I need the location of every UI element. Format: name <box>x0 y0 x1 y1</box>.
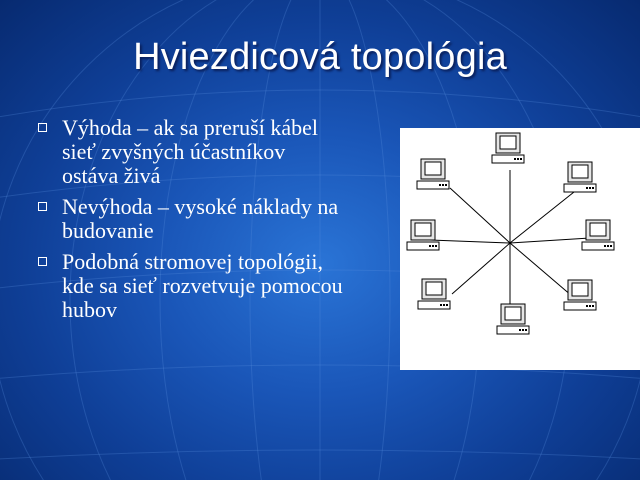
computer-icon <box>497 304 529 334</box>
star-topology-diagram <box>400 128 640 370</box>
computer-icon <box>564 162 596 192</box>
slide-title: Hviezdicová topológia <box>133 36 507 78</box>
cable-line <box>510 192 574 243</box>
bullet-line: Nevýhoda – vysoké náklady na <box>62 194 339 219</box>
computer-icon <box>418 279 450 309</box>
bullet-line: hubov <box>62 297 117 322</box>
cable-line <box>510 243 572 296</box>
bullet-line: Výhoda – ak sa preruší kábel <box>62 115 318 140</box>
bullet-line: budovanie <box>62 218 154 243</box>
square-bullet-icon <box>38 202 47 211</box>
computer-icon <box>582 220 614 250</box>
cable-line <box>450 188 510 243</box>
bullet-item <box>38 250 398 322</box>
bullet-line: ostáva živá <box>62 163 161 188</box>
computer-icon <box>407 220 439 250</box>
cable-line <box>430 240 510 243</box>
computer-icon <box>417 159 449 189</box>
cable-line <box>452 243 510 294</box>
bullet-item <box>38 116 398 188</box>
square-bullet-icon <box>38 257 47 266</box>
square-bullet-icon <box>38 123 47 132</box>
bullet-line: sieť zvyšných účastníkov <box>62 139 286 164</box>
star-topology-svg <box>400 128 640 370</box>
bullet-line: Podobná stromovej topológii, <box>62 249 323 274</box>
bullet-list <box>38 116 398 329</box>
cable-line <box>510 238 590 243</box>
computer-icon <box>564 280 596 310</box>
bullet-line: kde sa sieť rozvetvuje pomocou <box>62 273 343 298</box>
bullet-item <box>38 195 398 243</box>
computer-icon <box>492 133 524 163</box>
